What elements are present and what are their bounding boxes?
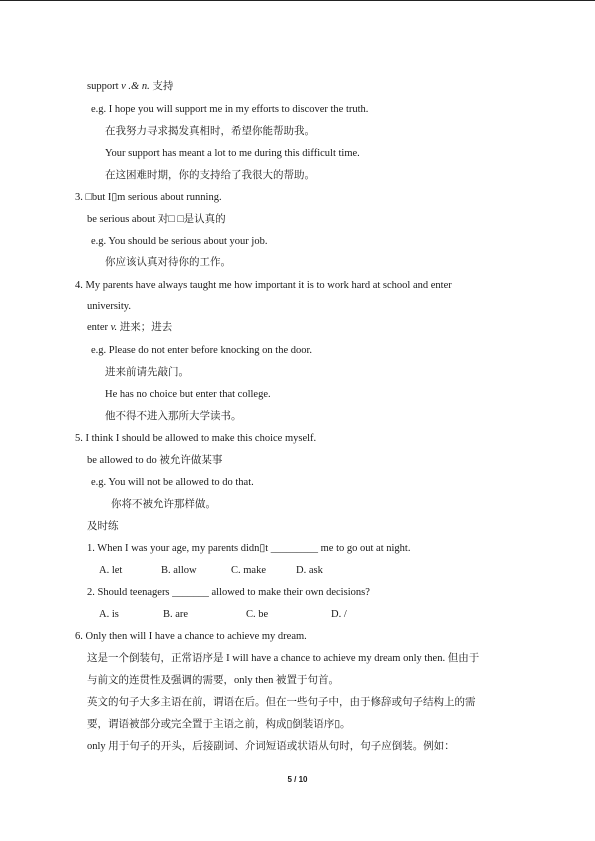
practice-question-1: 1. When I was your age, my parents didn▯t _________ me to go out at night. bbox=[87, 543, 411, 554]
point-4-heading: 4. My parents have always taught me how important it is to work hard at school and enter bbox=[75, 280, 452, 291]
option-d: D. ask bbox=[296, 565, 323, 576]
point-3-heading: 3. □but I▯m serious about running. bbox=[75, 192, 222, 203]
page-number: 5 / 10 bbox=[287, 775, 308, 784]
vocab-support-heading: support v .& n. 支持 bbox=[87, 81, 174, 92]
header-rule bbox=[0, 0, 595, 1]
example-translation: 进来前请先敲门。 bbox=[105, 367, 189, 378]
example-translation: 你将不被允许那样做。 bbox=[111, 499, 216, 510]
example-sentence: He has no choice but enter that college. bbox=[105, 389, 271, 400]
example-sentence: e.g. Please do not enter before knocking on the door. bbox=[91, 345, 313, 356]
example-translation: 他不得不进入那所大学读书。 bbox=[105, 411, 242, 422]
vocab-enter-heading: enter v. 进来；进去 bbox=[87, 322, 173, 333]
option-d: D. / bbox=[331, 609, 347, 620]
example-sentence: e.g. I hope you will support me in my efforts to discover the truth. bbox=[91, 104, 369, 115]
example-translation: 在这困难时期，你的支持给了我很大的帮助。 bbox=[105, 170, 315, 181]
example-sentence: Your support has meant a lot to me during this difficult time. bbox=[105, 148, 360, 159]
option-c: C. make bbox=[231, 565, 266, 576]
example-sentence: e.g. You should be serious about your job. bbox=[91, 236, 268, 247]
phrase-definition: be allowed to do 被允许做某事 bbox=[87, 455, 223, 466]
example-translation: 在我努力寻求揭发真相时，希望你能帮助我。 bbox=[105, 126, 315, 137]
point-4-heading-cont: university. bbox=[87, 301, 131, 312]
explanation-text: only 用于句子的开头，后接副词、介词短语或状语从句时，句子应倒装。例如： bbox=[87, 741, 455, 752]
example-sentence: e.g. You will not be allowed to do that. bbox=[91, 477, 254, 488]
practice-question-2: 2. Should teenagers _______ allowed to make their own decisions? bbox=[87, 587, 370, 598]
option-b: B. allow bbox=[161, 565, 197, 576]
explanation-text: 与前文的连贯性及强调的需要，only then 被置于句首。 bbox=[87, 675, 339, 686]
explanation-text: 要，谓语被部分或完全置于主语之前，构成▯倒装语序▯。 bbox=[87, 719, 351, 730]
point-5-heading: 5. I think I should be allowed to make this choice myself. bbox=[75, 433, 317, 444]
option-c: C. be bbox=[246, 609, 269, 620]
practice-heading: 及时练 bbox=[87, 521, 119, 532]
option-a: A. let bbox=[99, 565, 123, 576]
point-6-heading: 6. Only then will I have a chance to achieve my dream. bbox=[75, 631, 307, 642]
explanation-text: 英文的句子大多主语在前，谓语在后。但在一些句子中，由于修辞或句子结构上的需 bbox=[87, 697, 476, 708]
phrase-definition: be serious about 对□ □是认真的 bbox=[87, 214, 226, 225]
example-translation: 你应该认真对待你的工作。 bbox=[105, 257, 231, 268]
explanation-text: 这是一个倒装句，正常语序是 I will have a chance to achieve my dream only then. 但由于 bbox=[87, 653, 480, 664]
option-b: B. are bbox=[163, 609, 189, 620]
option-a: A. is bbox=[99, 609, 119, 620]
